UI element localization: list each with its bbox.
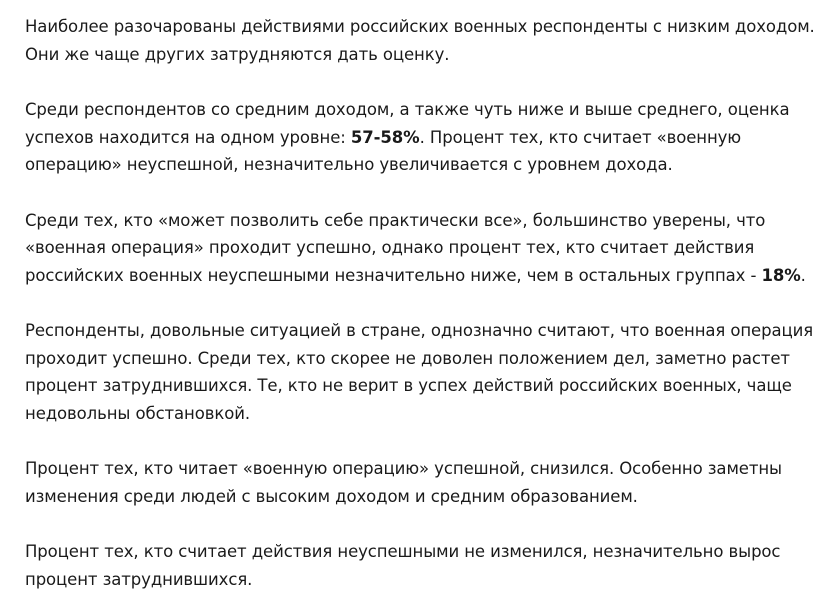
- paragraph-text: Среди респондентов со средним доходом, а также чуть ниже и выше среднего, оценка успехов находится на одном уровне:: [25, 100, 790, 147]
- highlight-percent: 57-58%: [350, 127, 420, 147]
- paragraph-low-income: [25, 13, 815, 68]
- paragraph-text: Респонденты, довольные ситуацией в стране, однозначно считают, что военная операция проходит успешно. Среди тех, кто скорее не доволен положением дел, заметно растет процент затруднившихся. Те, кто не верит в успех действий российских военных, чаще недовольны обстановкой.: [25, 321, 814, 423]
- paragraph-failure-unchanged: [25, 538, 815, 593]
- paragraph-text: . Процент тех, кто считает «военную операцию» неуспешной, незначительно увеличивается с уровнем дохода.: [25, 127, 742, 174]
- article-body: [25, 13, 815, 593]
- highlight-percent: 18%: [761, 265, 801, 285]
- paragraph-text: .: [800, 265, 806, 285]
- paragraph-text: Наиболее разочарованы действиями российских военных респонденты с низким доходом. Они же чаще других затрудняются дать оценку.: [25, 17, 815, 64]
- paragraph-text: Процент тех, кто считает действия неуспешными не изменился, незначительно вырос процент затруднившихся.: [25, 542, 781, 589]
- paragraph-success-decline: [25, 455, 815, 510]
- paragraph-text: Процент тех, кто читает «военную операцию» успешной, снизился. Особенно заметны изменения среди людей с высоким доходом и средним образованием.: [25, 459, 782, 506]
- paragraph-satisfaction: [25, 317, 815, 427]
- paragraph-middle-income: [25, 96, 815, 179]
- paragraph-wealthy: [25, 207, 815, 290]
- paragraph-text: Среди тех, кто «может позволить себе практически все», большинство уверены, что «военная операция» проходит успешно, однако процент тех, кто считает действия российских военных неуспешными незначительно ниже, чем в остальных группах -: [25, 210, 766, 285]
